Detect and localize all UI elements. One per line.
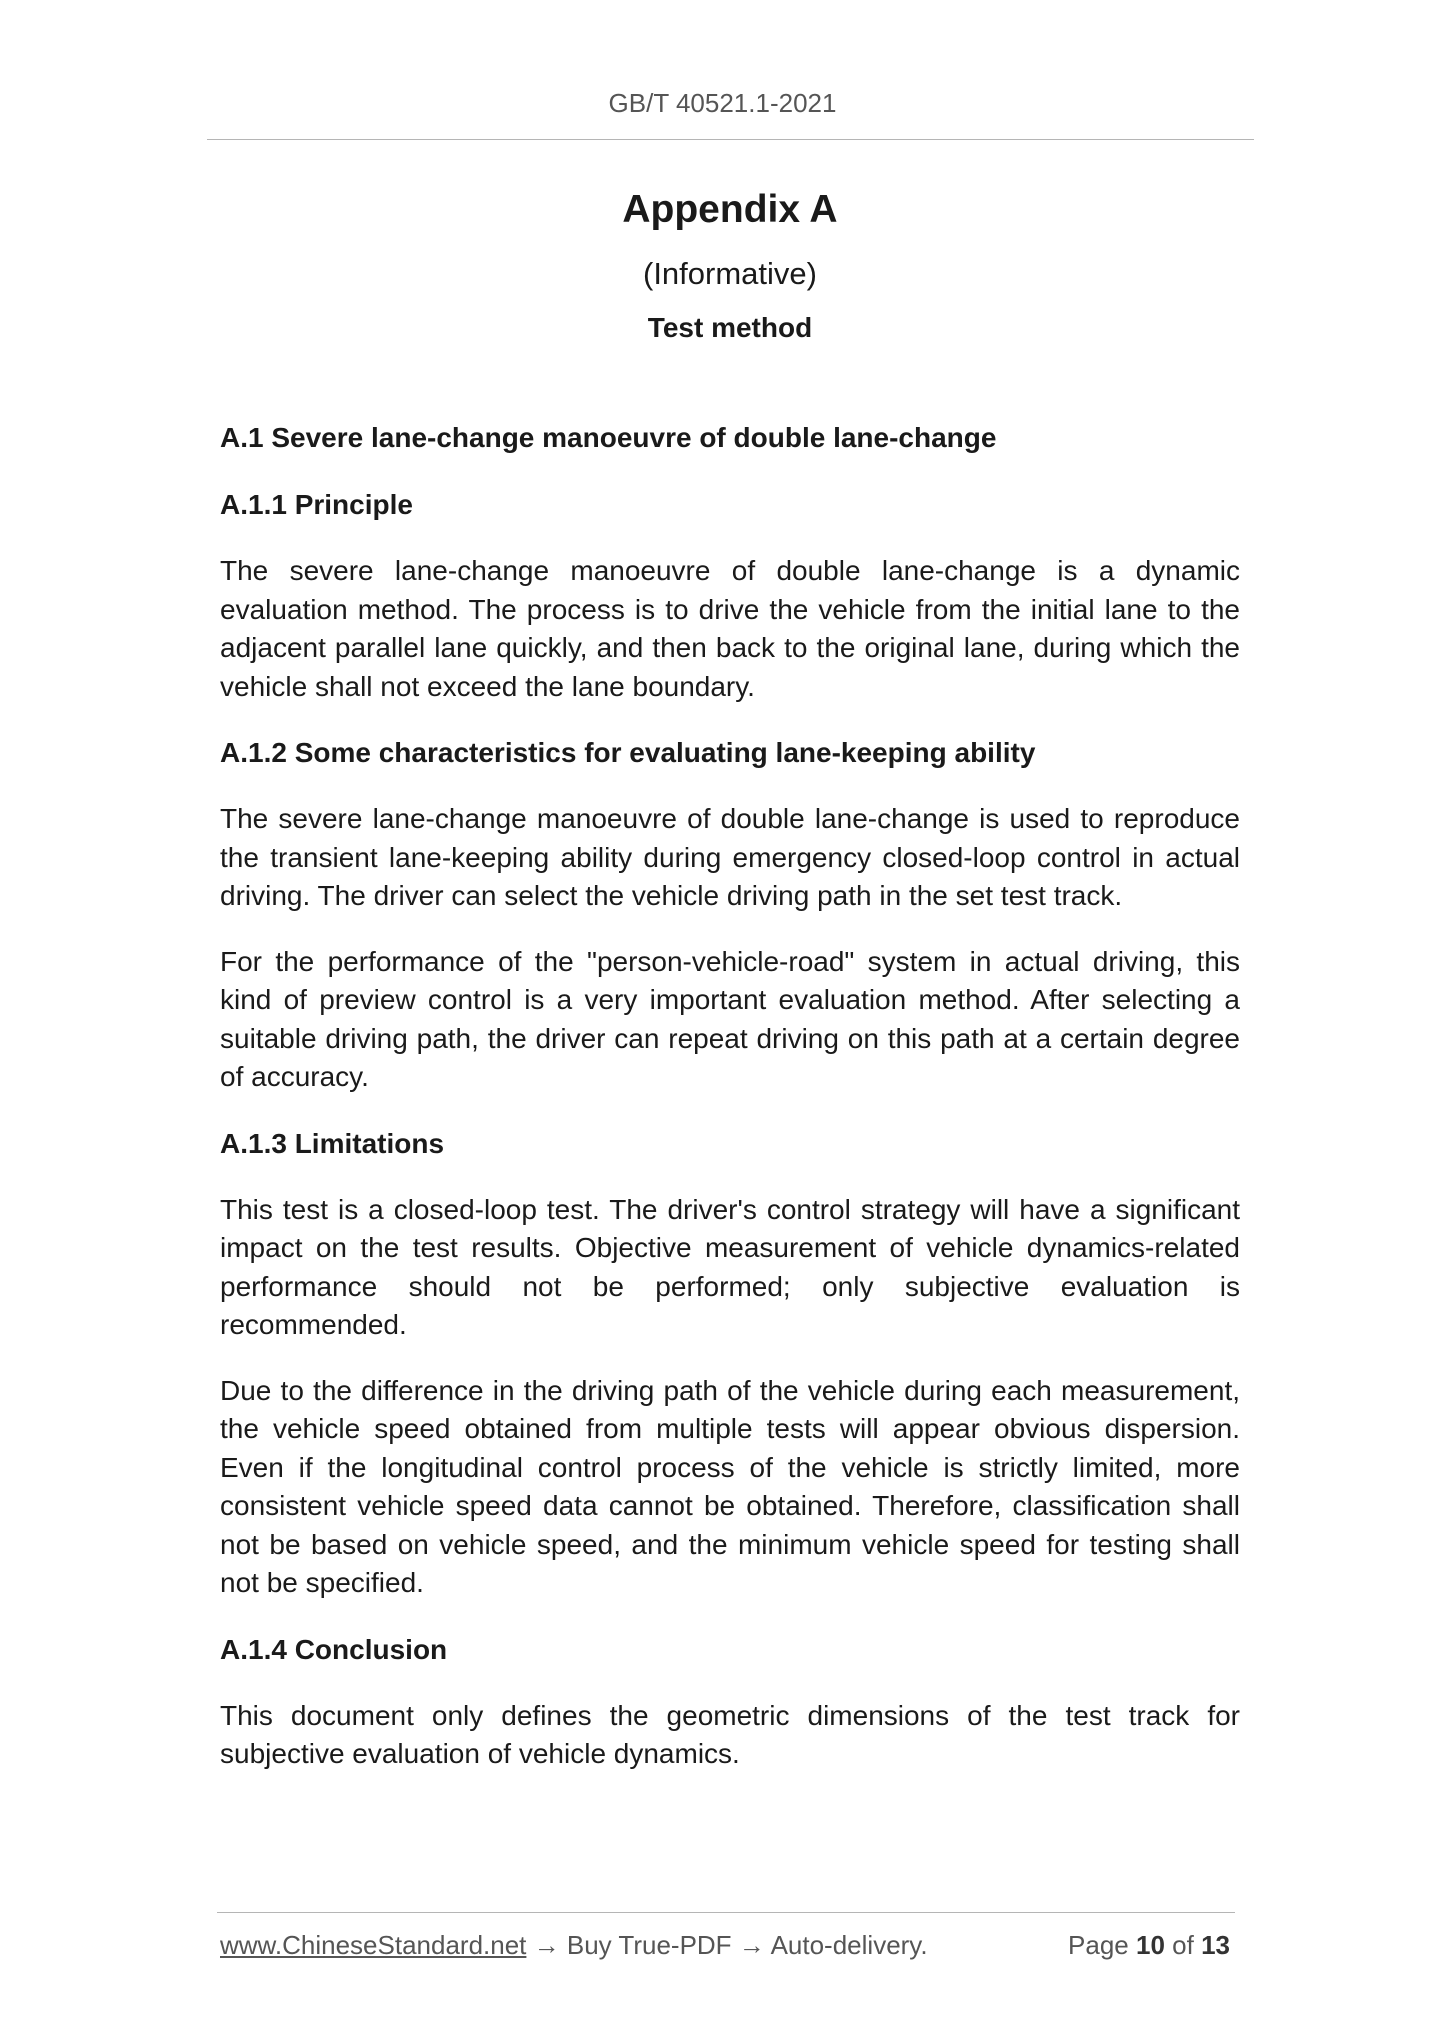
paragraph-characteristics-1: The severe lane-change manoeuvre of double lane-change is used to reproduce the transient lane-keeping ability during emergency closed-loop control in actual driving. The driver can select the vehicle driving path in the set test track. <box>220 803 1240 911</box>
page-footer <box>220 1930 1230 1961</box>
appendix-subject: Test method <box>647 312 813 343</box>
appendix-type: (Informative) <box>643 256 817 291</box>
website-link[interactable]: www.ChineseStandard.net <box>220 1930 527 1960</box>
page-content <box>220 180 1240 1774</box>
paragraph-principle: The severe lane-change manoeuvre of double lane-change is a dynamic evaluation method. The process is to drive the vehicle from the initial lane to the adjacent parallel lane quickly, and then back to the original lane, during which the vehicle shall not exceed the lane boundary. <box>220 555 1240 702</box>
section-heading-a1-1: A.1.1 Principle <box>220 489 413 520</box>
section-heading-a1-2: A.1.2 Some characteristics for evaluating lane-keeping ability <box>220 737 1036 768</box>
document-id-header: GB/T 40521.1-2021 <box>608 88 837 118</box>
page-number: 10 <box>1136 1930 1165 1960</box>
appendix-title: Appendix A <box>622 188 838 231</box>
of-word: of <box>1172 1930 1194 1960</box>
page-word: Page <box>1068 1930 1129 1960</box>
page-total: 13 <box>1201 1930 1230 1960</box>
page-indicator <box>1068 1930 1230 1961</box>
header-divider <box>207 139 1254 140</box>
paragraph-limitations-1: This test is a closed-loop test. The driver's control strategy will have a significant impact on the test results. Objective measurement of vehicle dynamics-related performance should not be performed; only subjective evaluation is recommended. <box>220 1193 1240 1340</box>
paragraph-limitations-2: Due to the difference in the driving path of the vehicle during each measurement, the vehicle speed obtained from multiple tests will appear obvious dispersion. Even if the longitudinal control process of the vehicle is strictly limited, more consistent vehicle speed data cannot be obtained. Therefore, classification shall not be based on vehicle speed, and the minimum vehicle speed for testing shall not be specified. <box>220 1374 1240 1598</box>
paragraph-characteristics-2: For the performance of the "person-vehicle-road" system in actual driving, this kind of preview control is a very important evaluation method. After selecting a suitable driving path, the driver can repeat driving on this path at a certain degree of accuracy. <box>220 945 1240 1092</box>
paragraph-conclusion: This document only defines the geometric dimensions of the test track for subjective evaluation of vehicle dynamics. <box>220 1699 1240 1769</box>
section-heading-a1: A.1 Severe lane-change manoeuvre of double lane-change <box>220 422 997 453</box>
section-heading-a1-4: A.1.4 Conclusion <box>220 1633 448 1665</box>
footer-left <box>220 1930 928 1961</box>
section-heading-a1-3: A.1.3 Limitations <box>220 1127 445 1159</box>
footer-tagline: → Buy True-PDF → Auto-delivery. <box>526 1930 928 1960</box>
footer-divider <box>217 1912 1235 1913</box>
